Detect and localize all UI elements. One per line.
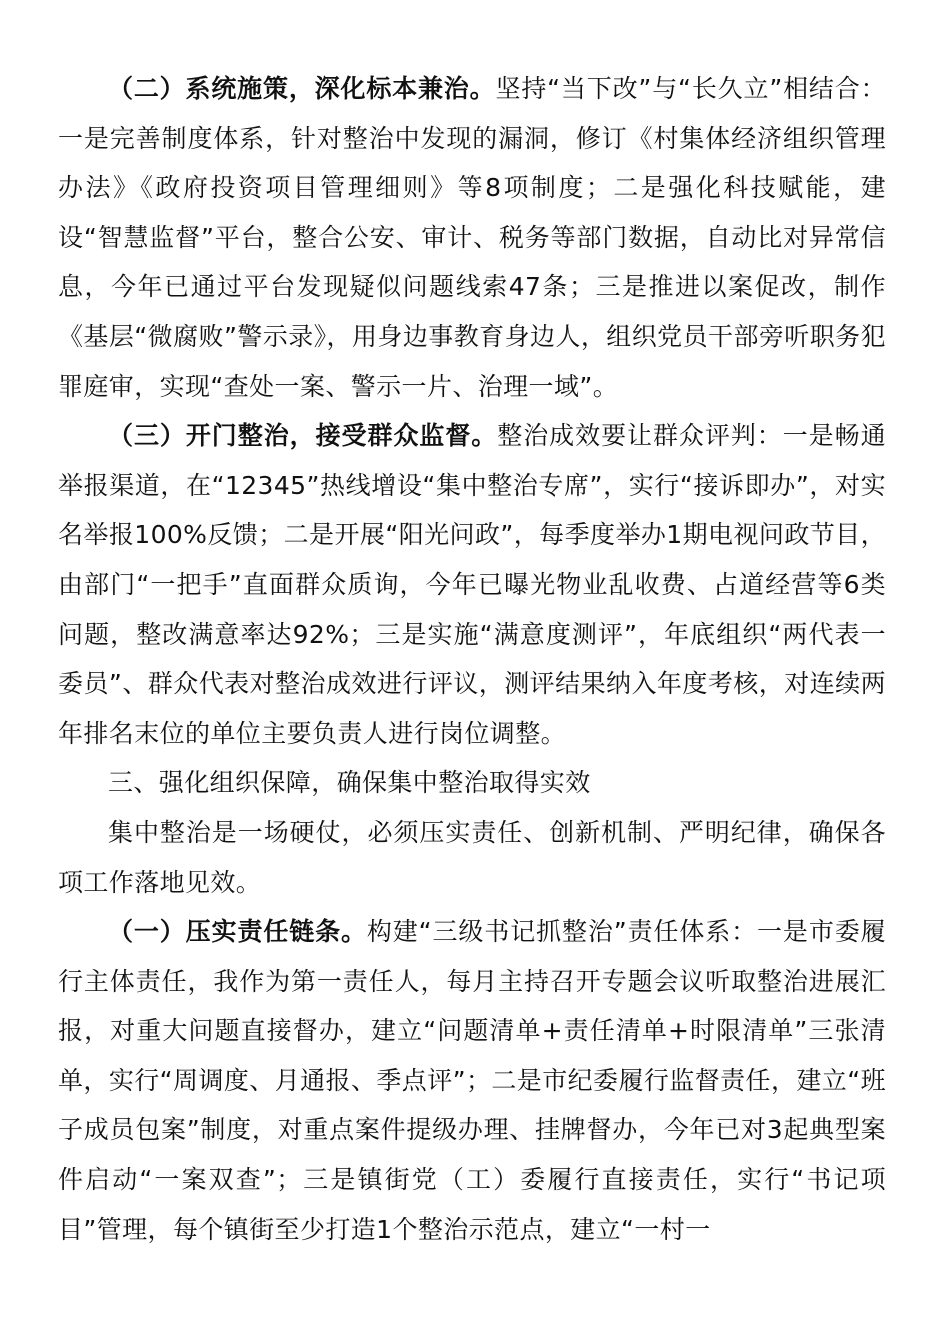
paragraph-open-rectification <box>58 411 886 758</box>
paragraph-body: 集中整治是一场硬仗，必须压实责任、创新机制、严明纪律，确保各项工作落地见效。 <box>58 817 886 897</box>
section-heading <box>58 758 886 808</box>
paragraph-body: 构建“三级书记抓整治”责任体系：一是市委履行主体责任，我作为第一责任人，每月主持召开专题会议听取整治进展汇报，对重大问题直接督办，建立“问题清单+责任清单+时限清单”三张清单，实行“周调度、月通报、季点评”；二是市纪委履行监督责任，建立“班子成员包案”制度，对重点案件提级办理、挂牌督办，今年已对3起典型案件启动“一案双查”；三是镇街党（工）委履行直接责任，实行“书记项目”管理，每个镇街至少打造1个整治示范点，建立“一村一 <box>58 917 886 1244</box>
paragraph-body: 整治成效要让群众评判：一是畅通举报渠道，在“12345”热线增设“集中整治专席”，实行“接诉即办”，对实名举报100%反馈；二是开展“阳光问政”，每季度举办1期电视问政节目，由部门“一把手”直面群众质询，今年已曝光物业乱收费、占道经营等6类问题，整改满意率达92%；三是实施“满意度测评”，年底组织“两代表一委员”、群众代表对整治成效进行评议，测评结果纳入年度考核，对连续两年排名末位的单位主要负责人进行岗位调整。 <box>58 421 886 748</box>
paragraph-intro <box>58 808 886 907</box>
paragraph-body: 坚持“当下改”与“长久立”相结合：一是完善制度体系，针对整治中发现的漏洞，修订《村集体经济组织管理办法》《政府投资项目管理细则》等8项制度；二是强化科技赋能，建设“智慧监督”平台，整合公安、审计、税务等部门数据，自动比对异常信息，今年已通过平台发现疑似问题线索47条；三是推进以案促改，制作《基层“微腐败”警示录》，用身边事教育身边人，组织党员干部旁听职务犯罪庭审，实现“查处一案、警示一片、治理一域”。 <box>58 74 886 401</box>
paragraph-responsibility-chain <box>58 907 886 1254</box>
paragraph-lead: （二）系统施策，深化标本兼治。 <box>108 74 496 103</box>
paragraph-lead: （三）开门整治，接受群众监督。 <box>108 421 498 451</box>
paragraph-lead: （一）压实责任链条。 <box>108 917 367 947</box>
section-heading-text: 三、强化组织保障，确保集中整治取得实效 <box>108 768 591 798</box>
paragraph-systematic-measures <box>58 64 886 411</box>
